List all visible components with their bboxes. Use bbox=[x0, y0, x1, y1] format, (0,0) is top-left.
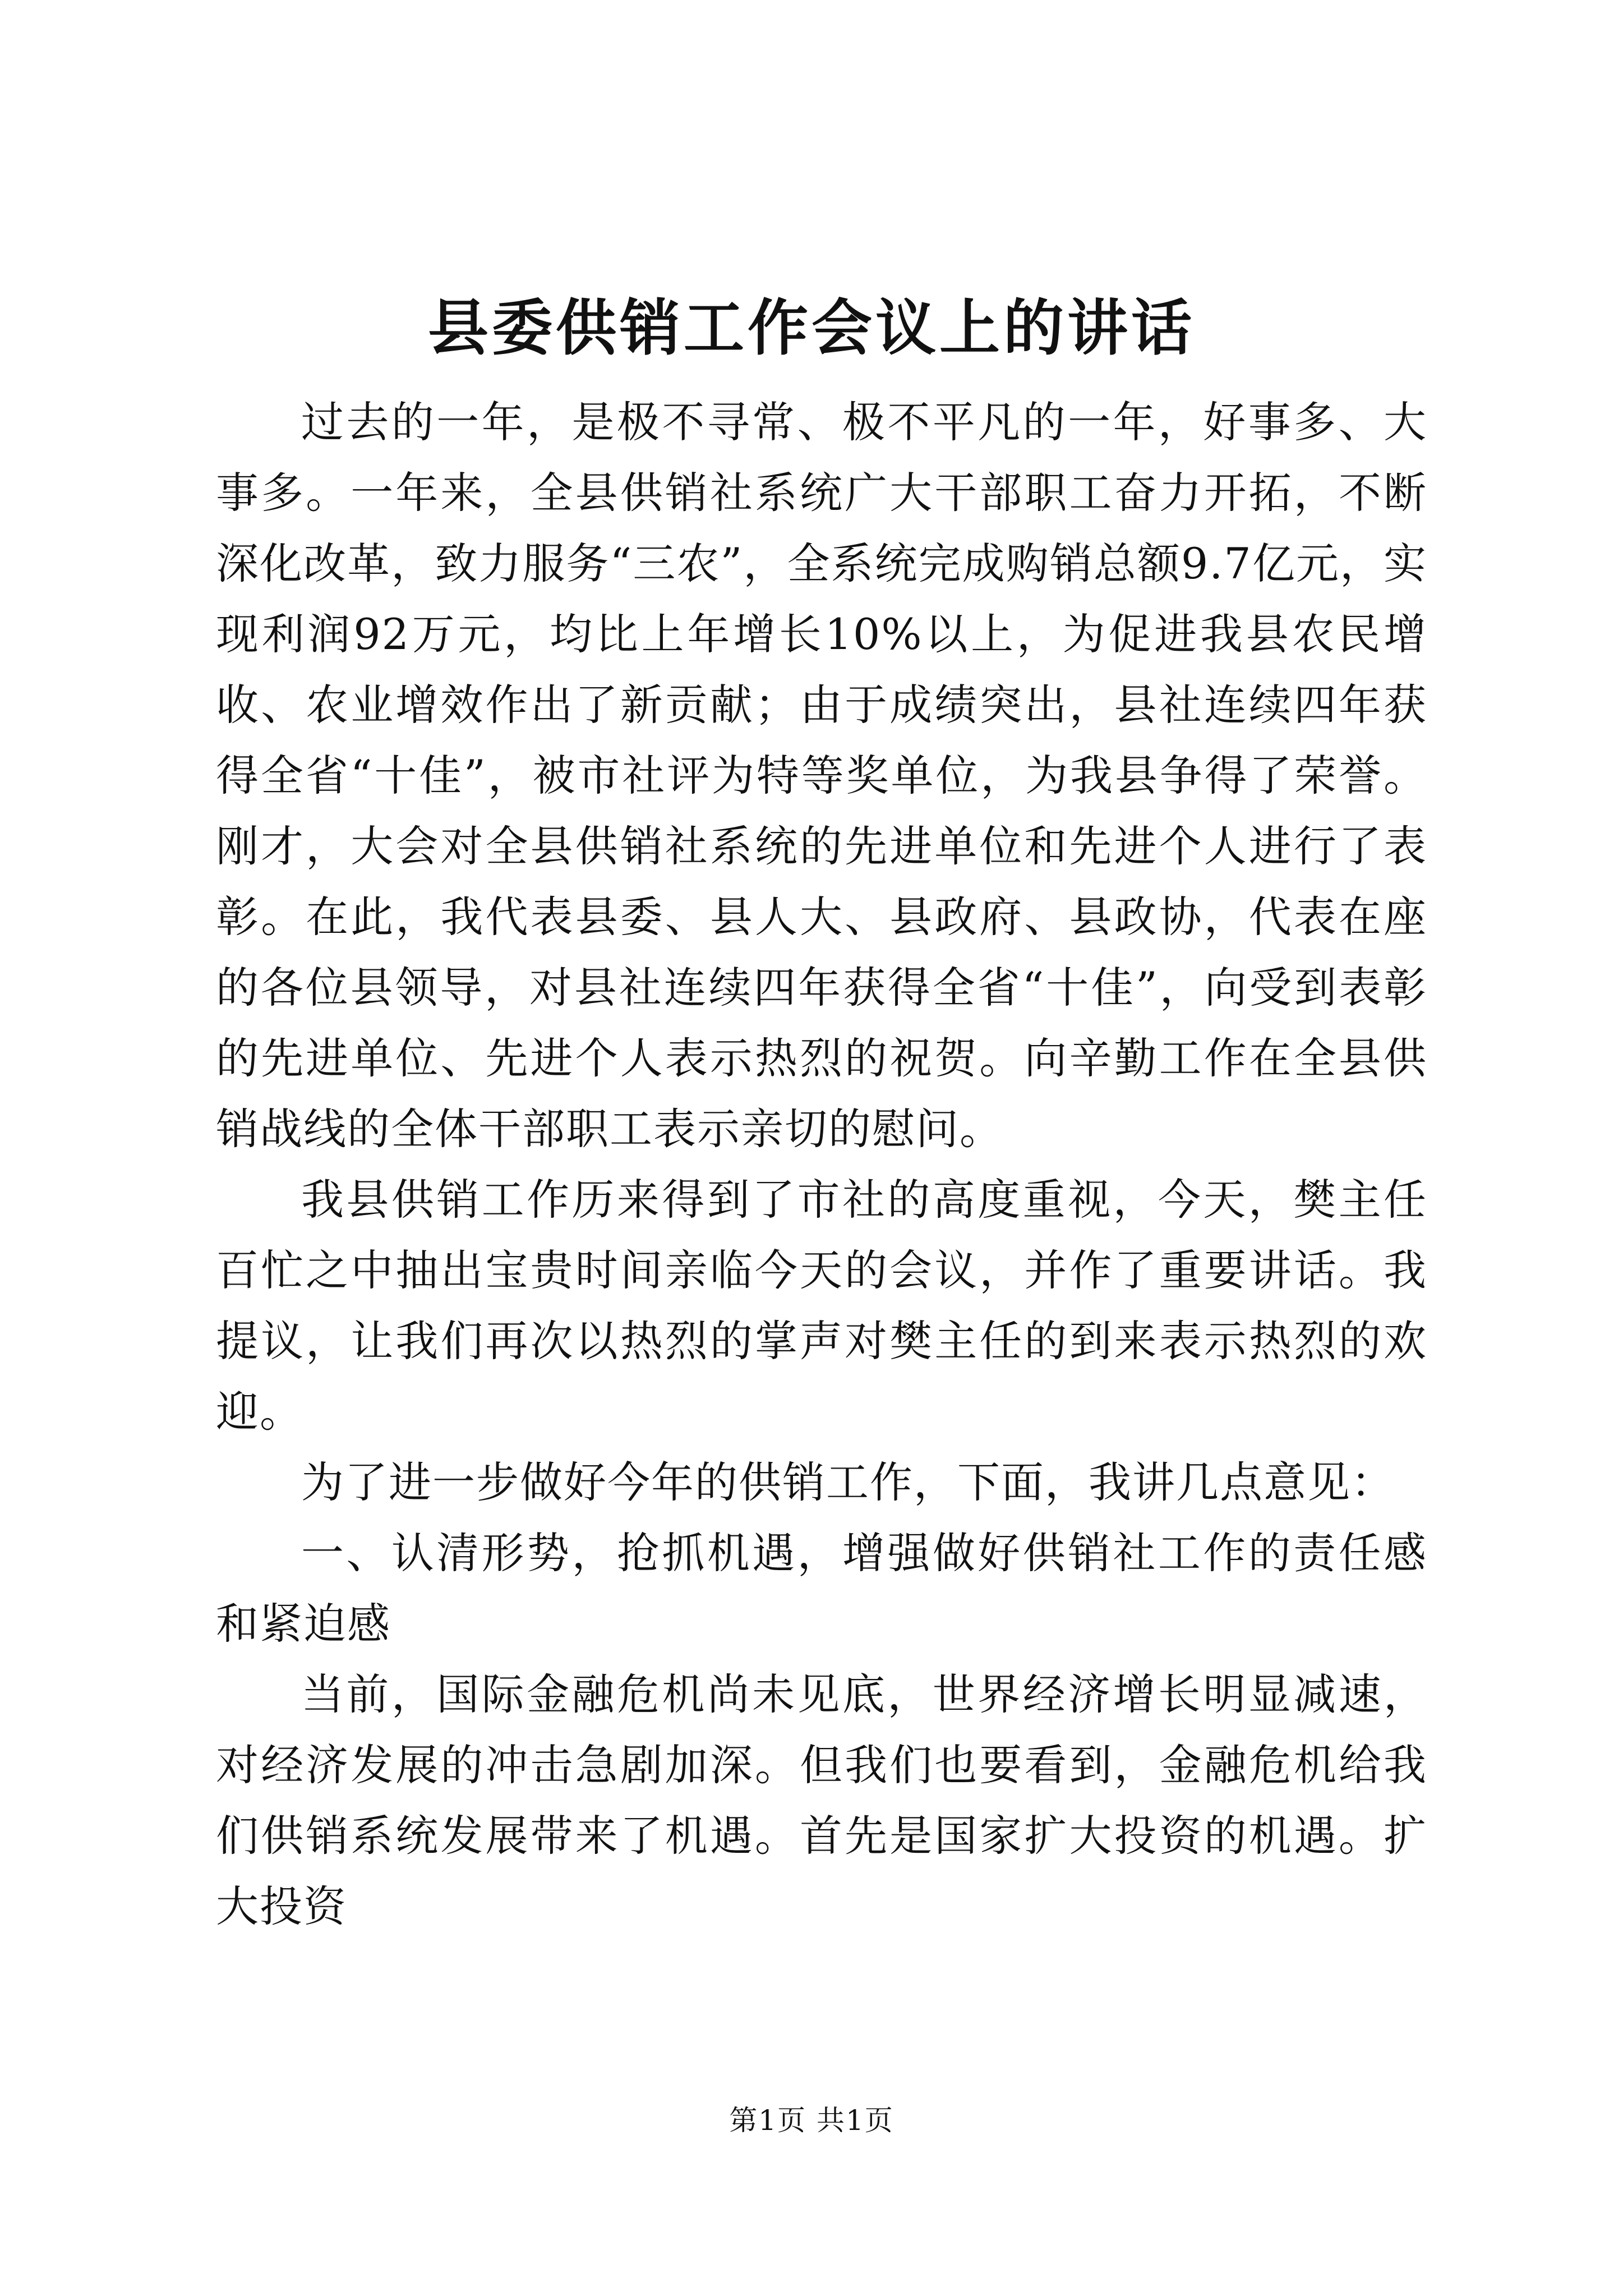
page-number-footer: 第1页 共1页 bbox=[729, 2104, 894, 2137]
document-title: 县委供销工作会议上的讲话 bbox=[427, 293, 1195, 364]
paragraph: 当前，国际金融危机尚未见底，世界经济增长明显减速，对经济发展的冲击急剧加深。但我们也要看到，金融危机给我们供销系统发展带来了机遇。首先是国家扩大投资的机遇。扩大投资 bbox=[216, 1669, 1427, 1931]
section-heading: 一、认清形势，抢抓机遇，增强做好供销社工作的责任感和紧迫感 bbox=[216, 1528, 1427, 1649]
paragraph: 我县供销工作历来得到了市社的高度重视，今天，樊主任百忙之中抽出宝贵时间亲临今天的会议，并作了重要讲话。我提议，让我们再次以热烈的掌声对樊主任的到来表示热烈的欢迎。 bbox=[216, 1175, 1427, 1437]
document-body bbox=[216, 387, 1427, 1942]
paragraph: 为了进一步做好今年的供销工作，下面，我讲几点意见： bbox=[301, 1457, 1395, 1507]
paragraph: 过去的一年，是极不寻常、极不平凡的一年，好事多、大事多。一年来，全县供销社系统广大干部职工奋力开拓，不断深化改革，致力服务“三农”，全系统完成购销总额9.7亿元，实现利润92万元，均比上年增长10%以上，为促进我县农民增收、农业增效作出了新贡献；由于成绩突出，县社连续四年获得全省“十佳”，被市社评为特等奖单位，为我县争得了荣誉。刚才，大会对全县供销社系统的先进单位和先进个人进行了表彰。在此，我代表县委、县人大、县政府、县政协，代表在座的各位县领导，对县社连续四年获得全省“十佳”，向受到表彰的先进单位、先进个人表示热烈的祝贺。向辛勤工作在全县供销战线的全体干部职工表示亲切的慰问。 bbox=[216, 397, 1427, 1154]
